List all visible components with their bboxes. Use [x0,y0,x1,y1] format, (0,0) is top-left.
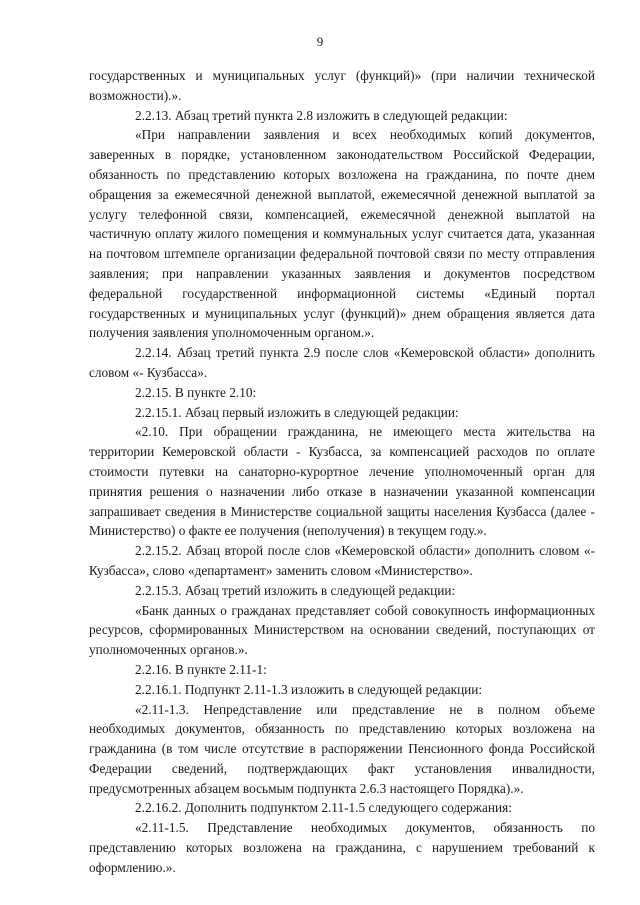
paragraph: государственных и муниципальных услуг (функций)» (при наличии технической возможности).». [89,68,595,103]
paragraph: 2.2.15.2. Абзац второй после слов «Кемеровской области» дополнить словом «- Кузбасса», слово «департамент» заменить словом «Министерство». [89,543,595,578]
paragraph: 2.2.15. В пункте 2.10: [135,384,257,400]
paragraph: 2.2.16.1. Подпункт 2.11-1.3 изложить в следующей редакции: [135,681,483,697]
paragraph: «2.11-1.3. Непредставление или представление не в полном объеме необходимых документов, обязанность по представлению которых возложена на гражданина (в том числе отсутствие в распоряжении Пенсионного фонда Российской Федерации сведений, подтверждающих факт установления инвалидности, предусмотренных абзацем восьмым подпункта 2.6.3 настоящего Порядка).». [89,701,595,796]
paragraph: «Банк данных о гражданах представляет собой совокупность информационных ресурсов, сформированных Министерством на основании сведений, поступающих от уполномоченных органов.». [89,602,595,658]
paragraph: 2.2.16.2. Дополнить подпунктом 2.11-1.5 следующего содержания: [135,800,512,816]
document-body [89,66,595,878]
paragraph: 2.2.15.1. Абзац первый изложить в следующей редакции: [135,404,459,420]
paragraph: «2.11-1.5. Представление необходимых документов, обязанность по представлению которых возложена на гражданина, с нарушением требований к оформлению.». [89,820,595,875]
paragraph: 2.2.15.3. Абзац третий изложить в следующей редакции: [135,582,456,598]
paragraph: «2.10. При обращении гражданина, не имеющего места жительства на территории Кемеровской области - Кузбасса, за компенсацией расходов по оплате стоимости путевки на санаторно-курортное лечение уполномоченный орган для принятия решения о назначении либо отказе в назначении указанной компенсации запрашивает сведения в Министерстве социальной защиты населения Кузбасса (далее - Министерство) о факте ее получения (неполучения) в текущем году.». [89,424,595,539]
paragraph: 2.2.13. Абзац третий пункта 2.8 изложить в следующей редакции: [135,107,508,123]
paragraph: 2.2.14. Абзац третий пункта 2.9 после слов «Кемеровской области» дополнить словом «- Кузбасса». [89,345,595,380]
paragraph: «При направлении заявления и всех необходимых копий документов, заверенных в порядке, установленном законодательством Российской Федерации, обязанность по представлению которых возложена на гражданина, по почте днем обращения за ежемесячной денежной выплатой, ежемесячной денежной выплатой за услугу телефонной связи, компенсацией, ежемесячной денежной выплатой на частичную оплату жилого помещения и коммунальных услуг считается дата, указанная на почтовом штемпеле организации федеральной почтовой связи по месту отправления заявления; при направлении указанных заявления и документов посредством федеральной государственной информационной системы «Единый портал государственных и муниципальных услуг (функций)» днем обращения является дата получения заявления уполномоченным органом.». [89,127,595,341]
paragraph: 2.2.16. В пункте 2.11-1: [135,661,267,677]
page-number: 9 [316,34,324,49]
